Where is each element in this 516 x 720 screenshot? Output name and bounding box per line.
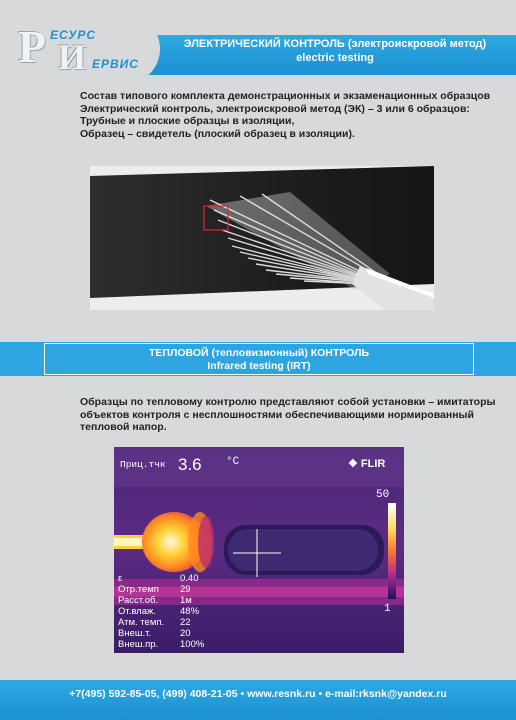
intro-line: Трубные и плоские образцы в изоляции, bbox=[80, 115, 295, 127]
section-title-ru: ТЕПЛОВОЙ (тепловизионный) КОНТРОЛЬ bbox=[149, 347, 369, 359]
param-row: Атм. темп. 22 bbox=[118, 617, 191, 628]
param-row: От.влаж. 48% bbox=[118, 606, 200, 617]
footer-band bbox=[0, 680, 516, 720]
logo-word-servis: ЕРВИС bbox=[92, 57, 139, 71]
logo-letter-r: Р bbox=[18, 21, 47, 72]
thermal-line: Образцы по тепловому контролю представляют собой установки – имитаторы bbox=[80, 396, 496, 408]
logo-letter-i: И bbox=[58, 37, 87, 77]
header-title-en: electric testing bbox=[296, 52, 374, 64]
spot-meter-label: Приц.тчк bbox=[120, 459, 166, 470]
scale-max: 50 bbox=[376, 489, 390, 501]
logo-word-resurs: ЕСУРС bbox=[50, 28, 97, 42]
intro-line: Образец – свидетель (плоский образец в изоляции). bbox=[80, 127, 355, 140]
param-row: Внеш.т. 20 bbox=[118, 628, 191, 639]
scale-min: 1 bbox=[384, 603, 391, 615]
intro-line: Электрический контроль, электроискровой метод (ЭК) – 3 или 6 образцов: bbox=[80, 102, 470, 115]
thermal-line: объектов контроля с несплошностями обеспечивающими нормированный bbox=[80, 408, 474, 421]
thermal-image bbox=[114, 447, 404, 653]
electric-testing-photo bbox=[90, 166, 434, 310]
flir-logo: ❖ FLIR bbox=[348, 458, 386, 470]
company-logo bbox=[0, 14, 160, 84]
intro-text bbox=[80, 90, 490, 140]
param-row: Расст.об. 1м bbox=[118, 595, 192, 606]
header-title bbox=[160, 37, 510, 65]
param-row: Внеш.пр. 100% bbox=[118, 639, 205, 650]
param-row: ε 0.40 bbox=[118, 573, 199, 584]
thermal-text bbox=[80, 396, 495, 434]
spot-meter-value: 3.6 bbox=[178, 455, 202, 474]
param-row: Отр.темп 29 bbox=[118, 584, 191, 595]
section-title bbox=[44, 347, 474, 373]
temperature-unit: °C bbox=[226, 456, 240, 468]
thermal-line: тепловой напор. bbox=[80, 421, 167, 433]
spark-test-illustration bbox=[90, 166, 434, 310]
section-title-en: Infrared testing (IRT) bbox=[207, 360, 311, 372]
header-title-ru: ЭЛЕКТРИЧЕСКИЙ КОНТРОЛЬ (электроискровой метод) bbox=[183, 38, 487, 50]
intro-line: Состав типового комплекта демонстрационных и экзаменационных образцов bbox=[80, 90, 491, 102]
footer-contacts: +7(495) 592-85-05, (499) 408-21-05 • www.resnk.ru • e-mail:rksnk@yandex.ru bbox=[69, 688, 447, 700]
